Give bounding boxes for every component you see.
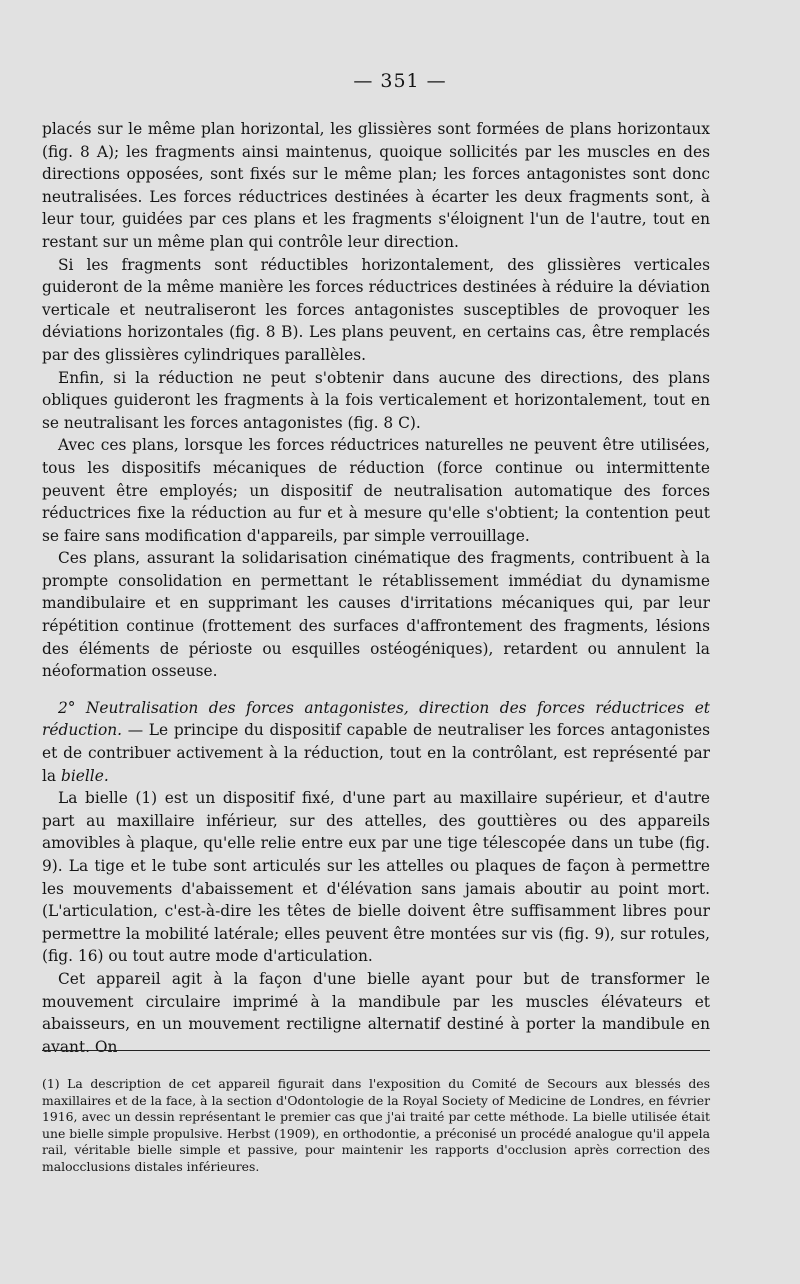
- paragraph: Enfin, si la réduction ne peut s'obtenir dans aucune des directions, des plans obliques guideront les fragments à la fois verticalement et horizontalement, tout en se neutralisant les forces antagonistes (fig. 8 C).: [42, 368, 710, 432]
- paragraph: Avec ces plans, lorsque les forces réductrices naturelles ne peuvent être utilisées, tous les dispositifs mécaniques de réduction (force continue ou intermittente peuvent être employés; un dispositif de neutralisation automatique des forces réductrices fixe la réduction au fur et à mesure qu'elle s'obtient; la contention peut se faire sans modification d'appareils, par simple verrouillage.: [42, 436, 710, 545]
- paragraph: Cet appareil agit à la façon d'une bielle ayant pour but de transformer le mouvement circulaire imprimé à la mandibule par les muscles élévateurs et abaisseurs, en un mouvement rectiligne alternatif destiné à porter la mandibule en avant. On: [42, 969, 710, 1056]
- paragraph: Ces plans, assurant la solidarisation cinématique des fragments, contribuent à la prompte consolidation en permettant le rétablissement immédiat du dynamisme mandibulaire et en supprimant les causes d'irritations mécaniques qui, par leur répétition continue (frottement des surfaces d'affrontement des fragments, lésions des éléments de périoste ou esquilles ostéogéniques), retardent ou annulent la néoformation osseuse.: [42, 549, 710, 681]
- paragraph: Si les fragments sont réductibles horizontalement, des glissières verticales guideront de la même manière les forces réductrices destinées à réduire la déviation verticale et neutraliseront les forces antagonistes susceptibles de provoquer les déviations horizontales (fig. 8 B). Les plans peuvent, en certains cas, être remplacés par des glissières cylindriques parallèles.: [42, 255, 710, 364]
- section-term: bielle.: [61, 766, 109, 785]
- page-number: — 351 —: [353, 70, 447, 92]
- main-text: [42, 118, 710, 1058]
- paragraph: placés sur le même plan horizontal, les glissières sont formées de plans horizontaux (fig. 8 A); les fragments ainsi maintenus, quoique sollicités par les muscles en des directions opposées, sont fixés sur le même plan; les forces antagonistes sont donc neutralisées. Les forces réductrices destinées à écarter les deux fragments sont, à leur tour, guidées par ces plans et les fragments s'éloignent l'un de l'autre, tout en restant sur un même plan qui contrôle leur direction.: [42, 120, 710, 251]
- footnote: [42, 1076, 710, 1175]
- section-paragraph: [42, 697, 710, 787]
- section-text: — Le principe du dispositif capable de neutraliser les forces antagonistes et de contribuer activement à la réduction, tout en la contrôlant, est représenté par la: [42, 721, 710, 785]
- footnote-divider: [42, 1050, 710, 1051]
- footnote-text: (1) La description de cet appareil figurait dans l'exposition du Comité de Secours aux blessés des maxillaires et de la face, à la section d'Odontologie de la Royal Society of Medicine de Londres, en février 1916, avec un dessin représentant le premier cas que j'ai traité par cette méthode. La bielle utilisée était une bielle simple propulsive. Herbst (1909), en orthodontie, a préconisé un procédé analogue qu'il appela rail, véritable bielle simple et passive, pour maintenir les rapports d'occlusion après correction des malocclusions distales inférieures.: [42, 1076, 710, 1174]
- paragraph: La bielle (1) est un dispositif fixé, d'une part au maxillaire supérieur, et d'autre part au maxillaire inférieur, sur des attelles, des gouttières ou des appareils amovibles à plaque, qu'elle relie entre eux par une tige télescopée dans un tube (fig. 9). La tige et le tube sont articulés sur les attelles ou plaques de façon à permettre les mouvements d'abaissement et d'élévation sans jamais aboutir au point mort. (L'articulation, c'est-à-dire les têtes de bielle doivent être suffisamment libres pour permettre la mobilité latérale; elles peuvent être montées sur vis (fig. 9), sur rotules, (fig. 16) ou tout autre mode d'articulation.: [42, 789, 710, 966]
- section-heading: 2° Neutralisation des forces antagonistes, direction des forces réductrices et réduction.: [42, 698, 710, 740]
